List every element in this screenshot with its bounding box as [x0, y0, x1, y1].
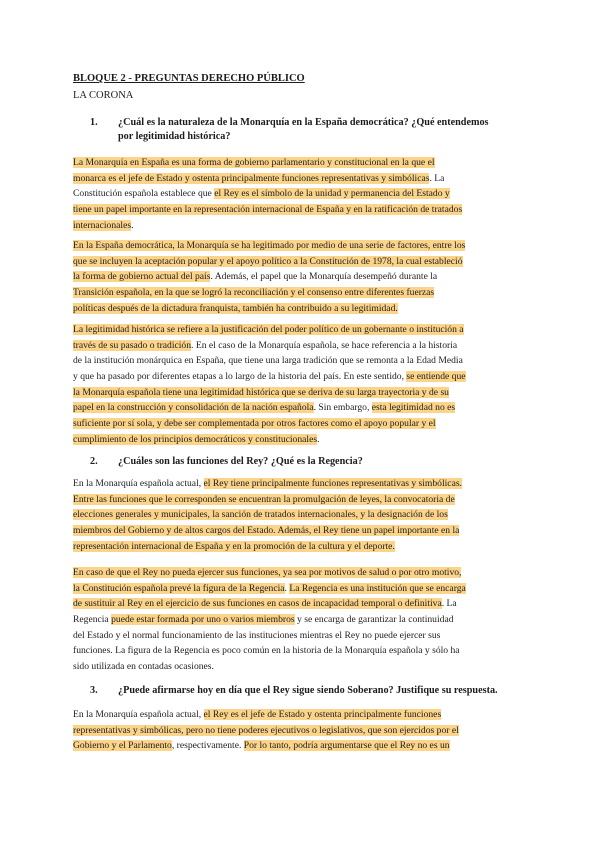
highlighted-text: esta legitimidad no es	[371, 402, 456, 414]
block-title: BLOQUE 2 - PREGUNTAS DERECHO PÚBLICO	[73, 73, 305, 84]
highlighted-text: representación internacional de España y en la promoción de la cultura y el deporte.	[73, 540, 395, 552]
text-line	[73, 269, 528, 285]
text-span: del Estado y el normal funcionamiento de las instituciones mientras el Rey no puede ejercer sus	[73, 629, 441, 641]
text-line	[73, 285, 528, 301]
text-line	[73, 202, 528, 218]
highlighted-text: la Monarquía española tiene una legitimidad histórica que se deriva de su larga trayectoria y de su	[73, 386, 449, 398]
highlighted-text: que se incluyen la aceptación popular y el apoyo político a la Constitución de 1978, la cual estableció	[73, 255, 463, 267]
highlighted-text: internacionales	[73, 219, 132, 231]
text-line	[73, 539, 528, 555]
highlighted-text: se entiende que	[406, 371, 466, 383]
text-span: funciones. La figura de la Regencia es poco común en la historia de la Monarquía española y sólo ha	[73, 645, 460, 657]
highlighted-text: La legitimidad histórica se refiere a la justificación del poder político de un gobernante o institución a	[73, 324, 464, 335]
question-title-line: ¿Puede afirmarse hoy en día que el Rey sigue siendo Soberano? Justifique su respuesta.	[118, 685, 498, 696]
text-line	[73, 581, 528, 597]
answer-paragraph	[73, 565, 528, 675]
highlighted-text: representativas y simbólicas, pero no tiene poderes ejecutivos o legislativos, que son ejercidos por el	[73, 724, 459, 736]
text-line	[73, 186, 528, 202]
highlighted-text: La Monarquía en España es una forma de gobierno parlamentario y constitucional en la que el	[73, 157, 435, 168]
highlighted-text: La Regencia es una institución que se encarga	[289, 582, 466, 594]
question-title-line: por legitimidad histórica?	[118, 131, 231, 142]
highlighted-text: En la España democrática, la Monarquía se ha legitimado por medio de una serie de factores, entre los	[73, 240, 466, 251]
text-line	[73, 492, 528, 508]
question-3	[90, 684, 538, 698]
highlighted-text: miembros del Gobierno y de altos cargos del Estado. Además, el Rey tiene un papel importante en la	[73, 525, 460, 537]
text-line	[73, 218, 528, 234]
highlighted-text: En caso de que el Rey no pueda ejercer sus funciones, ya sea por motivos de salud o por otro motivo,	[73, 567, 462, 578]
highlighted-text: la forma de gobierno actual del país	[73, 271, 211, 283]
text-span: En la Monarquía española actual,	[73, 478, 204, 489]
question-number: 2.	[90, 456, 98, 467]
text-line	[73, 723, 528, 739]
text-line	[73, 596, 528, 612]
question-number: 1.	[90, 117, 98, 128]
text-span: En la Monarquía española actual,	[73, 709, 204, 720]
text-line	[73, 385, 528, 401]
text-span: y se encarga de garantizar la continuidad	[294, 614, 454, 626]
text-line	[73, 338, 528, 354]
answer-paragraph	[73, 476, 528, 554]
text-span: Regencia	[73, 614, 112, 626]
highlighted-text: elecciones generales y municipales, la sanción de tratados internacionales, y la designación de los	[73, 509, 448, 521]
text-span: . Además, el papel que la Monarquía desempeñó durante la	[210, 271, 438, 283]
highlighted-text: suficiente por sí sola, y debe ser complementada por otros factores como el apoyo popular y el	[73, 418, 436, 430]
highlighted-text: la Constitución española prevé la figura de la Regencia	[73, 582, 285, 594]
text-span: , respectivamente.	[171, 740, 244, 752]
question-2	[90, 455, 538, 469]
text-span: . En el caso de la Monarquía española, se hace referencia a la historia	[191, 339, 458, 351]
highlighted-text: monarca es el jefe de Estado y ostenta principalmente funciones representativas y simbólicas	[73, 172, 430, 184]
text-line	[73, 301, 528, 317]
text-span: de la institución monárquica en España, que tiene una larga tradición que se remonta a la Edad Media	[73, 355, 463, 367]
highlighted-text: de sustituir al Rey en el ejercicio de sus funciones en casos de incapacidad temporal o definitiva	[73, 598, 442, 610]
text-line	[73, 369, 528, 385]
text-line	[73, 171, 528, 187]
text-line	[73, 523, 528, 539]
text-span: . La	[441, 598, 457, 610]
highlighted-text: Gobierno y el Parlamento	[73, 740, 172, 752]
text-line	[73, 507, 528, 523]
highlighted-text: Por lo tanto, podría argumentarse que el Rey no es un	[243, 740, 450, 752]
text-span: y que ha pasado por diferentes etapas a lo largo de la historia del país. En este sentido,	[73, 371, 407, 383]
question-number: 3.	[90, 685, 98, 696]
text-line	[73, 155, 528, 171]
text-line	[73, 400, 528, 416]
highlighted-text: puede estar formada por uno o varios miembros	[111, 614, 295, 626]
answer-paragraph	[73, 238, 528, 316]
highlighted-text: el Rey tiene principalmente funciones representativas y simbólicas.	[203, 478, 462, 489]
text-span: sido utilizada en contadas ocasiones.	[73, 661, 214, 673]
answer-paragraph	[73, 155, 528, 233]
question-title-line: ¿Cuál es la naturaleza de la Monarquía en la España democrática? ¿Qué entendemos	[118, 117, 489, 128]
text-span: . La	[429, 172, 445, 184]
text-line	[73, 476, 528, 492]
highlighted-text: Transición española, en la que se logró la reconciliación y el consenso entre diferentes fuerzas	[73, 287, 435, 299]
highlighted-text: el Rey es el símbolo de la unidad y permanencia del Estado y	[214, 188, 450, 200]
text-line	[73, 353, 528, 369]
question-title-line: ¿Cuáles son las funciones del Rey? ¿Qué es la Regencia?	[118, 456, 363, 467]
text-line	[73, 707, 528, 723]
text-line	[73, 565, 528, 581]
text-line	[73, 738, 528, 754]
section-title: LA CORONA	[73, 90, 134, 101]
text-line	[73, 322, 528, 338]
answer-paragraph	[73, 707, 528, 754]
text-line	[73, 416, 528, 432]
text-span: . Sin embargo,	[313, 402, 372, 414]
text-line	[73, 254, 528, 270]
highlighted-text: políticas después de la dictadura franquista, también ha contribuido a su legitimidad.	[73, 302, 398, 314]
text-span: .	[284, 582, 290, 594]
text-span: .	[317, 433, 320, 445]
answer-paragraph	[73, 322, 528, 448]
text-line	[73, 628, 528, 644]
highlighted-text: el Rey es el jefe de Estado y ostenta principalmente funciones	[203, 709, 442, 720]
highlighted-text: cumplimiento de los principios democráticos y constitucionales	[73, 433, 318, 445]
text-line	[73, 238, 528, 254]
highlighted-text: Entre las funciones que le corresponden se encuentran la promulgación de leyes, la convocatoria de	[73, 493, 455, 505]
text-span: .	[131, 219, 134, 231]
text-line	[73, 659, 528, 675]
text-line	[73, 643, 528, 659]
highlighted-text: tiene un papel importante en la representación internacional de España y en la ratificación de tratados	[73, 204, 463, 216]
text-span: Constitución española establece que	[73, 188, 215, 200]
highlighted-text: papel en la construcción y consolidación de la nación española	[73, 402, 314, 414]
question-1	[90, 116, 538, 144]
highlighted-text: través de su pasado o tradición	[73, 339, 192, 351]
text-line	[73, 612, 528, 628]
text-line	[73, 432, 528, 448]
